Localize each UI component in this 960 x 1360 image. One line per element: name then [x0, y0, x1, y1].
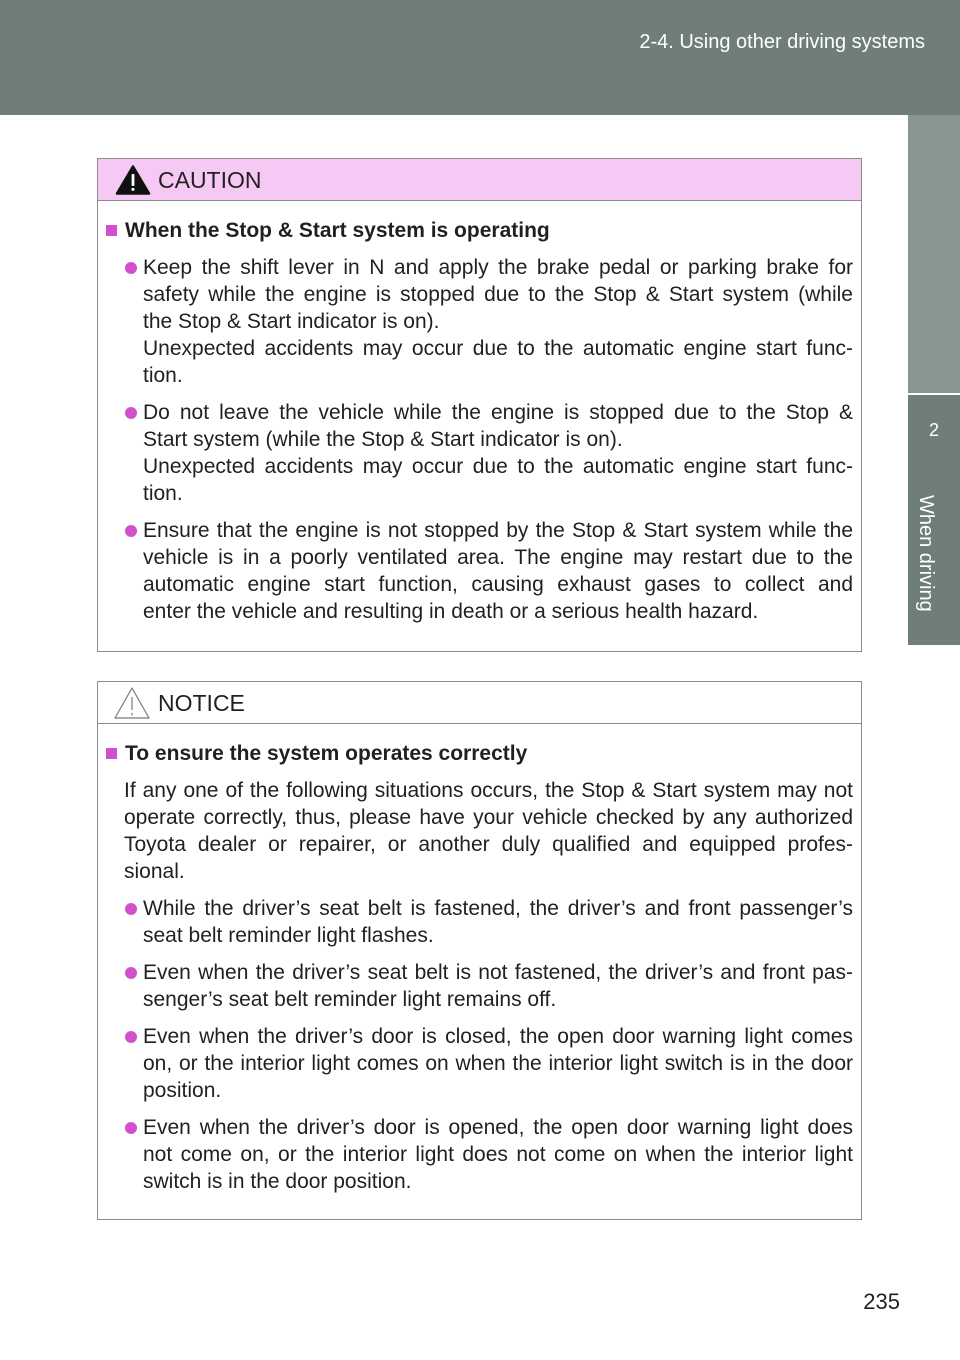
bullet-dot-icon — [125, 407, 137, 419]
text-line: Toyota dealer or repairer, or another duly qualified and equipped profes- — [124, 833, 853, 856]
text-line: Ensure that the engine is not stopped by the Stop & Start system while the — [143, 519, 853, 542]
notice-bullet-item — [98, 895, 853, 949]
caution-body — [98, 201, 861, 625]
text-line: Unexpected accidents may occur due to the automatic engine start func- — [143, 455, 853, 478]
bullet-dot-icon — [125, 967, 137, 979]
text-line: operate correctly, thus, please have your vehicle checked by any authorized — [124, 806, 853, 829]
caution-header — [98, 159, 861, 201]
notice-heading — [98, 740, 853, 767]
caution-label: CAUTION — [158, 167, 262, 193]
notice-bullet-item — [98, 1114, 853, 1195]
text-line: Do not leave the vehicle while the engine is stopped due to the Stop & — [143, 401, 853, 424]
caution-bullet-item — [98, 254, 853, 389]
notice-body — [98, 724, 861, 1195]
text-line: senger’s seat belt reminder light remains off. — [143, 988, 557, 1011]
square-bullet-icon — [106, 225, 117, 236]
text-line: sional. — [124, 860, 185, 883]
text-line: If any one of the following situations occurs, the Stop & Start system may not — [124, 779, 853, 802]
bullet-paragraph — [143, 335, 853, 389]
bullet-dot-icon — [125, 525, 137, 537]
text-line: Even when the driver’s door is opened, the open door warning light does — [143, 1116, 853, 1139]
bullet-paragraph — [143, 453, 853, 507]
chapter-tab — [908, 395, 960, 645]
bullet-paragraph — [143, 517, 853, 625]
notice-header — [98, 682, 861, 724]
text-line: While the driver’s seat belt is fastened, the driver’s and front passenger’s — [143, 897, 853, 920]
text-line: Even when the driver’s seat belt is not fastened, the driver’s and front pas- — [143, 961, 853, 984]
header-band — [0, 0, 960, 115]
text-line: Keep the shift lever in N and apply the brake pedal or parking brake for — [143, 256, 853, 279]
notice-heading-text: To ensure the system operates correctly — [125, 742, 528, 765]
caution-heading-text: When the Stop & Start system is operating — [125, 219, 550, 242]
text-line: vehicle is in a poorly ventilated area. The engine may restart due to the — [143, 546, 853, 569]
text-line: safety while the engine is stopped due to the Stop & Start system (while — [143, 283, 853, 306]
text-line: on, or the interior light comes on when the interior light switch is in the door — [143, 1052, 853, 1075]
caution-bullet-item — [98, 399, 853, 507]
notice-bullet-item — [98, 1023, 853, 1104]
chapter-title: When driving — [915, 495, 937, 612]
caution-bullet-item — [98, 517, 853, 625]
bullet-dot-icon — [125, 1122, 137, 1134]
caution-box — [97, 158, 862, 652]
text-line: not come on, or the interior light does not come on when the interior light — [143, 1143, 853, 1166]
text-line: tion. — [143, 482, 183, 505]
section-title: 2-4. Using other driving systems — [639, 31, 925, 53]
text-line: the Stop & Start indicator is on). — [143, 310, 440, 333]
notice-intro-paragraph — [98, 777, 853, 885]
bullet-paragraph — [143, 254, 853, 335]
page-number: 235 — [863, 1289, 900, 1314]
caution-heading — [98, 217, 853, 244]
text-line: switch is in the door position. — [143, 1170, 412, 1193]
notice-bullet-item — [98, 959, 853, 1013]
text-line: automatic engine start function, causing exhaust gases to collect and — [143, 573, 853, 596]
text-line: Unexpected accidents may occur due to the automatic engine start func- — [143, 337, 853, 360]
text-line: Even when the driver’s door is closed, the open door warning light comes — [143, 1025, 853, 1048]
text-line: position. — [143, 1079, 222, 1102]
bullet-dot-icon — [125, 903, 137, 915]
side-strip — [908, 115, 960, 393]
warning-triangle-outline-icon — [113, 686, 151, 720]
text-line: tion. — [143, 364, 183, 387]
bullet-dot-icon — [125, 1031, 137, 1043]
bullet-dot-icon — [125, 262, 137, 274]
text-line: Start system (while the Stop & Start indicator is on). — [143, 428, 623, 451]
bullet-paragraph — [143, 399, 853, 453]
chapter-number: 2 — [928, 420, 939, 440]
square-bullet-icon — [106, 748, 117, 759]
notice-box — [97, 681, 862, 1220]
text-line: enter the vehicle and resulting in death or a serious health hazard. — [143, 600, 759, 623]
warning-triangle-filled-icon — [115, 164, 151, 196]
notice-label: NOTICE — [158, 690, 245, 716]
text-line: seat belt reminder light flashes. — [143, 924, 434, 947]
